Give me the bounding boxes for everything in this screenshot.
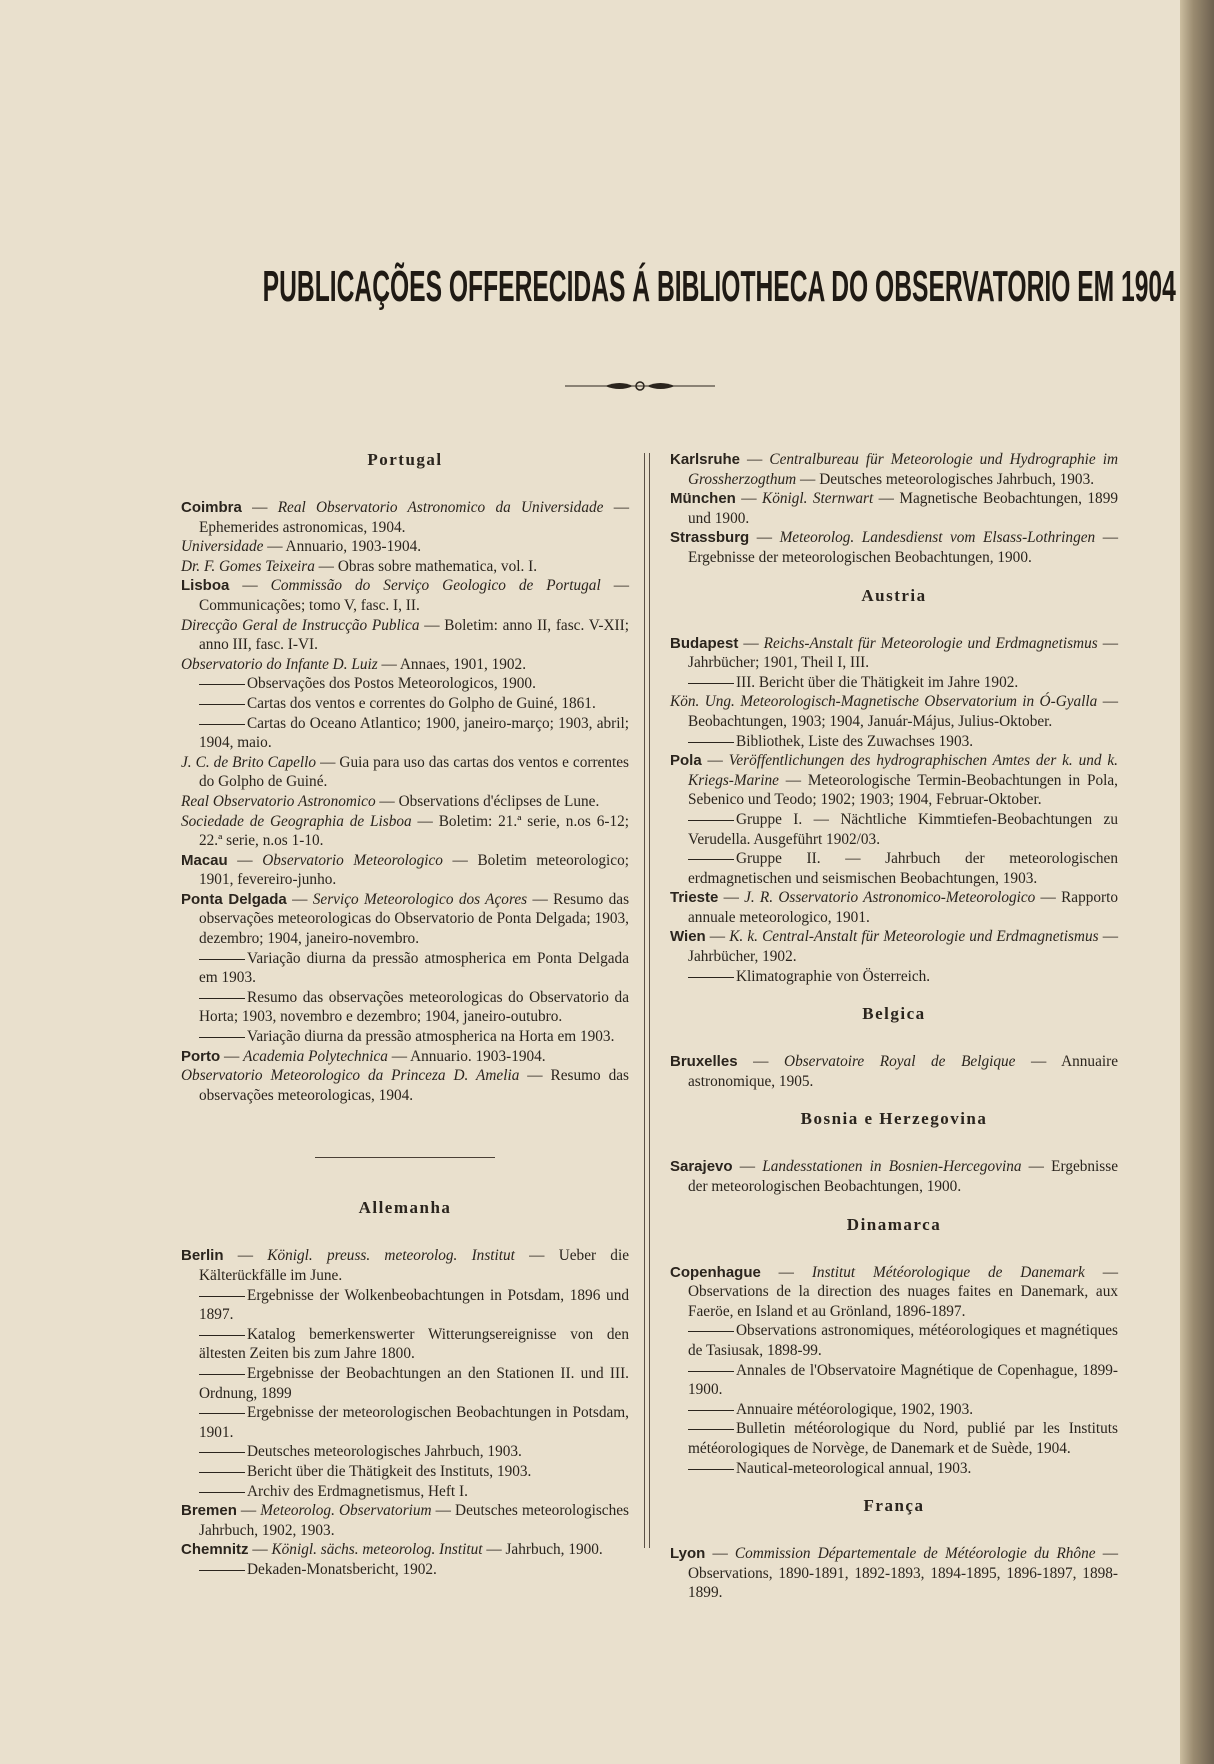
ditto-dash (688, 1371, 734, 1372)
entry: J. C. de Brito Capello — Guia para uso das cartas dos ventos e correntes do Golpho de Guiné. (181, 753, 629, 791)
section-heading-allemanha: Allemanha (358, 1198, 452, 1218)
entry-city: Budapest (670, 634, 739, 652)
entry-city: Coimbra (181, 499, 242, 516)
entry: Bremen — Meteorolog. Observatorium — Deutsches meteorologisches Jahrbuch, 1902, 1903. (181, 1502, 629, 1539)
entry-city: Copenhague (670, 1263, 761, 1281)
entry-institution: Meteorolog. Landesdienst vom Elsass-Lothringen (779, 529, 1096, 547)
entry-sub-publication (181, 674, 629, 694)
entry: Sarajevo — Landesstationen in Bosnien-Hercegovina — Ergebnisse der meteorologischen Beobachtungen, 1900. (670, 1158, 1118, 1196)
entry-text: Annuaire astronomique, 1905. (688, 1053, 1118, 1090)
entry-sub-publication (670, 1321, 1118, 1360)
entry-sub-text: Gruppe I. — Nächtliche Kimmtiefen-Beobachtungen zu Verudella. Ausgeführt 1902/03. (688, 810, 1118, 848)
entry-sub-text: Archiv des Erdmagnetismus, Heft I. (247, 1482, 468, 1500)
entry-sub-text: Resumo das observações meteorologicas do Observatorio da Horta; 1903, novembro e dezembro; 1904, janeiro-outubro. (199, 988, 629, 1026)
entry: Direcção Geral de Instrucção Publica — Boletim: anno II, fasc. V-XII; anno III, fasc. I-VI. (181, 616, 629, 654)
entry-sub-text: Bibliothek, Liste des Zuwachses 1903. (736, 732, 974, 750)
entry-institution: Observatorio Meteorologico (262, 851, 443, 869)
entry-institution: J. R. Osservatorio Astronomico-Meteorologico (744, 889, 1036, 907)
entry-institution: Universidade (181, 538, 264, 556)
entry-text: Resumo das observações meteorologicas, 1904. (199, 1067, 629, 1104)
ditto-dash (688, 1410, 734, 1411)
section-separator (315, 1157, 495, 1158)
entry-sub-text: Bericht über die Thätigkeit des Instituts, 1903. (247, 1462, 532, 1480)
entry-sub-publication (670, 810, 1118, 849)
entry-city: Bruxelles (670, 1053, 738, 1071)
entry-institution: Meteorolog. Observatorium (260, 1502, 432, 1520)
entry-institution: Kön. Ung. Meteorologisch-Magnetische Observatorium in Ó-Gyalla (670, 693, 1098, 711)
entry-institution: Observatoire Royal de Belgique (784, 1053, 1016, 1071)
ditto-dash (199, 724, 245, 725)
entry-sub-publication (181, 714, 629, 753)
entry-sub-publication (670, 849, 1118, 888)
ditto-dash (199, 1296, 245, 1297)
entry-city: Porto (181, 1047, 221, 1065)
entry-text: Magnetische Beobachtungen, 1899 und 1900. (688, 490, 1118, 527)
entry-city: Sarajevo (670, 1158, 733, 1176)
entry-sub-text: Bulletin météorologique du Nord, publié par les Instituts météorologiques de Norvège, de Danemark et de Suède, 1904. (688, 1420, 1118, 1457)
entry-text: Jahrbuch, 1900. (505, 1541, 603, 1559)
entry-institution: Observatorio Meteorologico da Princeza D. Amelia (181, 1067, 520, 1085)
ditto-dash (199, 959, 245, 960)
entry-sub-publication (670, 967, 1118, 987)
entry-institution: Veröffentlichungen des hydrographischen Amtes der k. und k. Kriegs-Marine (688, 752, 1118, 789)
entry-text: Rapporto annuale meteorologico, 1901. (688, 889, 1119, 926)
entry-text: Boletim: 21.ª serie, n.os 6-12; 22.ª serie, n.os 1-10. (199, 812, 629, 850)
entry-sub-text: Gruppe II. — Jahrbuch der meteorologischen erdmagnetischen und seismischen Beobachtungen, 1903. (688, 850, 1118, 887)
entry: Observatorio Meteorologico da Princeza D. Amelia — Resumo das observações meteorologicas, 1904. (181, 1067, 629, 1104)
ditto-dash (199, 1037, 245, 1038)
entry: Karlsruhe — Centralbureau für Meteorologie und Hydrographie im Grossherzogthum — Deutsches meteorologisches Jahrbuch, 1903. (670, 451, 1119, 488)
entry-text: Observations d'éclipses de Lune. (398, 792, 600, 810)
entry: Coimbra — Real Observatorio Astronomico da Universidade —Ephemerides astronomicas, 1904. (181, 499, 629, 536)
ditto-dash (199, 998, 245, 999)
entry-text: Boletim meteorologico; 1901, fevereiro-junho. (199, 851, 629, 889)
ditto-dash (688, 977, 734, 978)
ditto-dash (199, 1570, 245, 1571)
ditto-dash (688, 683, 734, 684)
entry-sub-publication (181, 1462, 629, 1482)
entry-institution: Observatorio do Infante D. Luiz (181, 655, 378, 673)
entry-institution: J. C. de Brito Capello (181, 753, 317, 771)
entry-institution: Landesstationen in Bosnien-Hercegovina (762, 1158, 1022, 1176)
entry-institution: Commission Départementale de Météorologie du Rhône (734, 1545, 1096, 1563)
section-heading-belgica: Belgica (862, 1004, 926, 1024)
entry-text: Observations de la direction des nuages faites en Danemark, aux Faeröe, en Island et au Grönland, 1896-1897. (688, 1283, 1118, 1320)
section-austria (670, 634, 1118, 987)
entry-institution: Sociedade de Geographia de Lisboa (181, 812, 412, 830)
ditto-dash (688, 1469, 734, 1470)
entry-city: Lyon (670, 1545, 706, 1563)
entry-sub-publication (181, 949, 629, 988)
entry-institution: Academia Polytechnica (243, 1047, 388, 1065)
entry-text: Jahrbücher, 1902. (688, 948, 797, 966)
entry: Observatorio do Infante D. Luiz — Annaes, 1901, 1902. (181, 655, 527, 673)
entry: Copenhague — Institut Météorologique de Danemark — Observations de la direction des nuages faites en Danemark, aux Faeröe, en Island et au Grönland, 1896-1897. (670, 1263, 1118, 1320)
entry-city: Lisboa (181, 577, 230, 595)
book-spine (1180, 0, 1214, 1764)
entry-text: Ergebnisse der meteorologischen Beobachtungen, 1900. (688, 548, 1032, 566)
entry-text: Jahrbücher; 1901, Theil I, III. (688, 654, 870, 672)
entry-sub-text: III. Bericht über die Thätigkeit im Jahre 1902. (736, 673, 1019, 691)
ditto-dash (199, 704, 245, 705)
entry-sub-text: Deutsches meteorologisches Jahrbuch, 1903. (247, 1443, 522, 1461)
ditto-dash (688, 859, 734, 860)
entry-sub-text: Klimatographie von Österreich. (736, 967, 931, 985)
entry-sub-publication (670, 732, 1118, 752)
entry: Berlin — Königl. preuss. meteorolog. Institut — Ueber die Kälterückfälle im June. (181, 1247, 629, 1284)
entry-sub-text: Annuaire météorologique, 1902, 1903. (736, 1400, 974, 1418)
entry-city: Ponta Delgada (181, 890, 287, 908)
entry-sub-text: Annales de l'Observatoire Magnétique de Copenhague, 1899-1900. (688, 1361, 1118, 1399)
entry-sub-publication (181, 988, 629, 1027)
entry-city: Chemnitz (181, 1541, 249, 1559)
ditto-dash (199, 1472, 245, 1473)
entry: Real Observatorio Astronomico — Observations d'éclipses de Lune. (181, 792, 600, 810)
entry-text: Boletim: anno II, fasc. V-XII; anno III, fasc. I-VI. (199, 616, 629, 654)
entry-sub-publication (181, 1027, 629, 1047)
entry-text: Communicações; tomo V, fasc. I, II. (199, 596, 420, 614)
left-column (181, 450, 629, 1580)
entry-institution: Real Observatorio Astronomico (181, 792, 376, 810)
entry-institution: Serviço Meteorologico dos Açores (312, 890, 528, 908)
entry-sub-publication (670, 1361, 1118, 1400)
entry-text: Meteorologische Termin-Beobachtungen in Pola, Sebenico und Teodo; 1902; 1903; 1904, Februar-Oktober. (688, 771, 1118, 809)
entry-sub-text: Variação diurna da pressão atmospherica na Horta em 1903. (247, 1028, 615, 1046)
entry-city: Trieste (670, 889, 719, 907)
entry-city: Strassburg (670, 529, 750, 547)
entry-city: Berlin (181, 1247, 224, 1265)
entry-institution: Real Observatorio Astronomico da Universidade (277, 499, 604, 516)
page-title: PUBLICAÇÕES OFFERECIDAS Á BIBLIOTHECA DO OBSERVATORIO EM 1904 (262, 262, 1176, 311)
entry-institution: Reichs-Anstalt für Meteorologie und Erdmagnetismus (763, 634, 1098, 652)
entry-institution: Centralbureau für Meteorologie und Hydrographie im Grossherzogthum (688, 451, 1119, 488)
entry-text: Deutsches meteorologisches Jahrbuch, 1902, 1903. (199, 1502, 629, 1539)
section-allemanha-continued (670, 450, 1118, 568)
entry: Porto — Academia Polytechnica — Annuario. 1903-1904. (181, 1047, 546, 1065)
section-allemanha (181, 1246, 629, 1579)
entry: Ponta Delgada — Serviço Meteorologico dos Açores — Resumo das observações meteorologicas do Observatorio de Ponta Delgada; 1903, dezembro; 1904, janeiro-novembro. (181, 890, 630, 948)
section-belgica (670, 1052, 1118, 1091)
entry-city: Pola (670, 752, 702, 770)
ditto-dash (199, 1374, 245, 1375)
entry: Lisboa — Commissão do Serviço Geologico de Portugal — Communicações; tomo V, fasc. I, II. (181, 577, 629, 614)
entry-text: Annuario, 1903-1904. (285, 538, 422, 556)
ditto-dash (199, 1335, 245, 1336)
entry-sub-publication (670, 673, 1118, 693)
entry: Universidade — Annuario, 1903-1904. (181, 538, 422, 556)
entry: Chemnitz — Königl. sächs. meteorolog. Institut — Jahrbuch, 1900. (181, 1541, 603, 1559)
entry-institution: Königl. Sternwart (762, 490, 874, 508)
entry-institution: Dr. F. Gomes Teixeira (181, 557, 315, 575)
ditto-dash (688, 1429, 734, 1430)
entry-sub-publication (181, 1286, 629, 1325)
entry-sub-publication (181, 1482, 629, 1502)
entry-sub-publication (181, 1325, 629, 1364)
entry: Lyon — Commission Départementale de Météorologie du Rhône — Observations, 1890-1891, 1892-1893, 1894-1895, 1896-1897, 1898-1899. (670, 1545, 1118, 1602)
section-heading-austria: Austria (861, 585, 927, 605)
entry-sub-text: Dekaden-Monatsbericht, 1902. (247, 1560, 437, 1578)
entry-institution: K. k. Central-Anstalt für Meteorologie und Erdmagnetismus (729, 928, 1099, 946)
entry-institution: Königl. sächs. meteorolog. Institut (271, 1541, 483, 1559)
entry-sub-publication (670, 1400, 1118, 1420)
ditto-dash (199, 1452, 245, 1453)
entry: Wien — K. k. Central-Anstalt für Meteorologie und Erdmagnetismus — Jahrbücher, 1902. (670, 928, 1118, 966)
entry-city: München (670, 490, 736, 508)
entry-text: Observations, 1890-1891, 1892-1893, 1894-1895, 1896-1897, 1898-1899. (688, 1564, 1118, 1602)
entry-sub-publication (181, 1560, 629, 1580)
entry-sub-text: Cartas do Oceano Atlantico; 1900, janeiro-março; 1903, abril; 1904, maio. (199, 714, 629, 752)
entry-text: Ergebnisse der meteorologischen Beobachtungen, 1900. (688, 1158, 1118, 1196)
entry: Dr. F. Gomes Teixeira — Obras sobre mathematica, vol. I. (181, 557, 538, 575)
ditto-dash (688, 1331, 734, 1332)
entry-institution: Commissão do Serviço Geologico de Portugal (270, 577, 601, 595)
entry-sub-text: Ergebnisse der meteorologischen Beobachtungen in Potsdam, 1901. (199, 1404, 629, 1441)
entry-sub-publication (181, 1364, 629, 1403)
entry-text: Deutsches meteorologisches Jahrbuch, 1903. (819, 470, 1095, 488)
entry: Sociedade de Geographia de Lisboa — Boletim: 21.ª serie, n.os 6-12; 22.ª serie, n.os 1-10. (181, 812, 629, 850)
entry-sub-publication (181, 694, 629, 714)
entry: Budapest — Reichs-Anstalt für Meteorologie und Erdmagnetismus — Jahrbücher; 1901, Theil I, III. (670, 634, 1118, 672)
entry-sub-text: Ergebnisse der Wolkenbeobachtungen in Potsdam, 1896 und 1897. (199, 1286, 629, 1324)
entry-city: Macau (181, 851, 228, 869)
section-portugal (181, 498, 629, 1105)
entry-sub-text: Observações dos Postos Meteorologicos, 1900. (247, 675, 536, 693)
entry-text: Annuario. 1903-1904. (410, 1047, 546, 1065)
entry-text: Guia para uso das cartas dos ventos e correntes do Golpho de Guiné. (199, 753, 629, 791)
ditto-dash (688, 742, 734, 743)
entry-text: Beobachtungen, 1903; 1904, Január-Május, Julius-Oktober. (688, 712, 1053, 730)
column-divider (644, 453, 650, 1548)
ornament-divider (565, 378, 715, 394)
entry-institution: Institut Météorologique de Danemark (811, 1263, 1085, 1281)
ditto-dash (199, 1413, 245, 1414)
entry: Kön. Ung. Meteorologisch-Magnetische Observatorium in Ó-Gyalla — Beobachtungen, 1903; 1904, Január-Május, Julius-Oktober. (670, 693, 1118, 730)
entry-text: Ueber die Kälterückfälle im June. (199, 1247, 629, 1284)
entry-text: Annaes, 1901, 1902. (399, 655, 527, 673)
entry-text: Obras sobre mathematica, vol. I. (337, 557, 538, 575)
section-franca (670, 1544, 1118, 1603)
section-heading-dinamarca: Dinamarca (846, 1214, 942, 1234)
entry-text: Resumo das observações meteorologicas do Observatorio de Ponta Delgada; 1903, dezembro; 1904, janeiro-novembro. (199, 890, 630, 948)
entry-city: Karlsruhe (670, 451, 741, 468)
section-bosnia (670, 1157, 1118, 1196)
entry-sub-text: Nautical-meteorological annual, 1903. (736, 1459, 972, 1477)
entry: Strassburg — Meteorolog. Landesdienst vom Elsass-Lothringen — Ergebnisse der meteorologischen Beobachtungen, 1900. (670, 529, 1118, 566)
ditto-dash (199, 1492, 245, 1493)
entry: Bruxelles — Observatoire Royal de Belgique — Annuaire astronomique, 1905. (670, 1053, 1118, 1090)
entry-sub-publication (670, 1419, 1118, 1458)
entry-sub-publication (181, 1403, 629, 1442)
section-heading-portugal: Portugal (367, 450, 443, 469)
entry-sub-text: Katalog bemerkenswerter Witterungsereignisse von den ältesten Zeiten bis zum Jahre 1800. (199, 1325, 629, 1363)
entry-institution: Königl. preuss. meteorolog. Institut (267, 1247, 515, 1265)
entry-sub-publication (670, 1459, 1118, 1479)
right-column (670, 450, 1118, 1603)
entry-sub-text: Ergebnisse der Beobachtungen an den Stationen II. und III. Ordnung, 1899 (199, 1364, 629, 1402)
entry-sub-text: Variação diurna da pressão atmospherica em Ponta Delgada em 1903. (199, 949, 629, 987)
entry-institution: Direcção Geral de Instrucção Publica (181, 616, 420, 634)
entry-sub-text: Cartas dos ventos e correntes do Golpho de Guiné, 1861. (247, 694, 596, 712)
section-heading-franca: França (863, 1496, 925, 1516)
entry-city: Wien (670, 928, 706, 946)
section-dinamarca (670, 1263, 1118, 1479)
ditto-dash (199, 684, 245, 685)
section-heading-bosnia: Bosnia e Herzegovina (800, 1109, 988, 1129)
entry: Macau — Observatorio Meteorologico — Boletim meteorologico; 1901, fevereiro-junho. (181, 851, 629, 889)
entry: Pola — Veröffentlichungen des hydrographischen Amtes der k. und k. Kriegs-Marine — Meteorologische Termin-Beobachtungen in Pola, Sebenico und Teodo; 1902; 1903; 1904, Februar-Oktober. (670, 752, 1118, 809)
ditto-dash (688, 820, 734, 821)
entry-city: Bremen (181, 1502, 237, 1520)
entry-sub-publication (181, 1442, 629, 1462)
entry: Trieste — J. R. Osservatorio Astronomico-Meteorologico — Rapporto annuale meteorologico, 1901. (670, 889, 1119, 926)
entry-publication: Ephemerides astronomicas, 1904. (199, 518, 406, 536)
entry: München — Königl. Sternwart — Magnetische Beobachtungen, 1899 und 1900. (670, 490, 1118, 527)
entry-sub-text: Observations astronomiques, météorologiques et magnétiques de Tasiusak, 1898-99. (688, 1322, 1118, 1359)
